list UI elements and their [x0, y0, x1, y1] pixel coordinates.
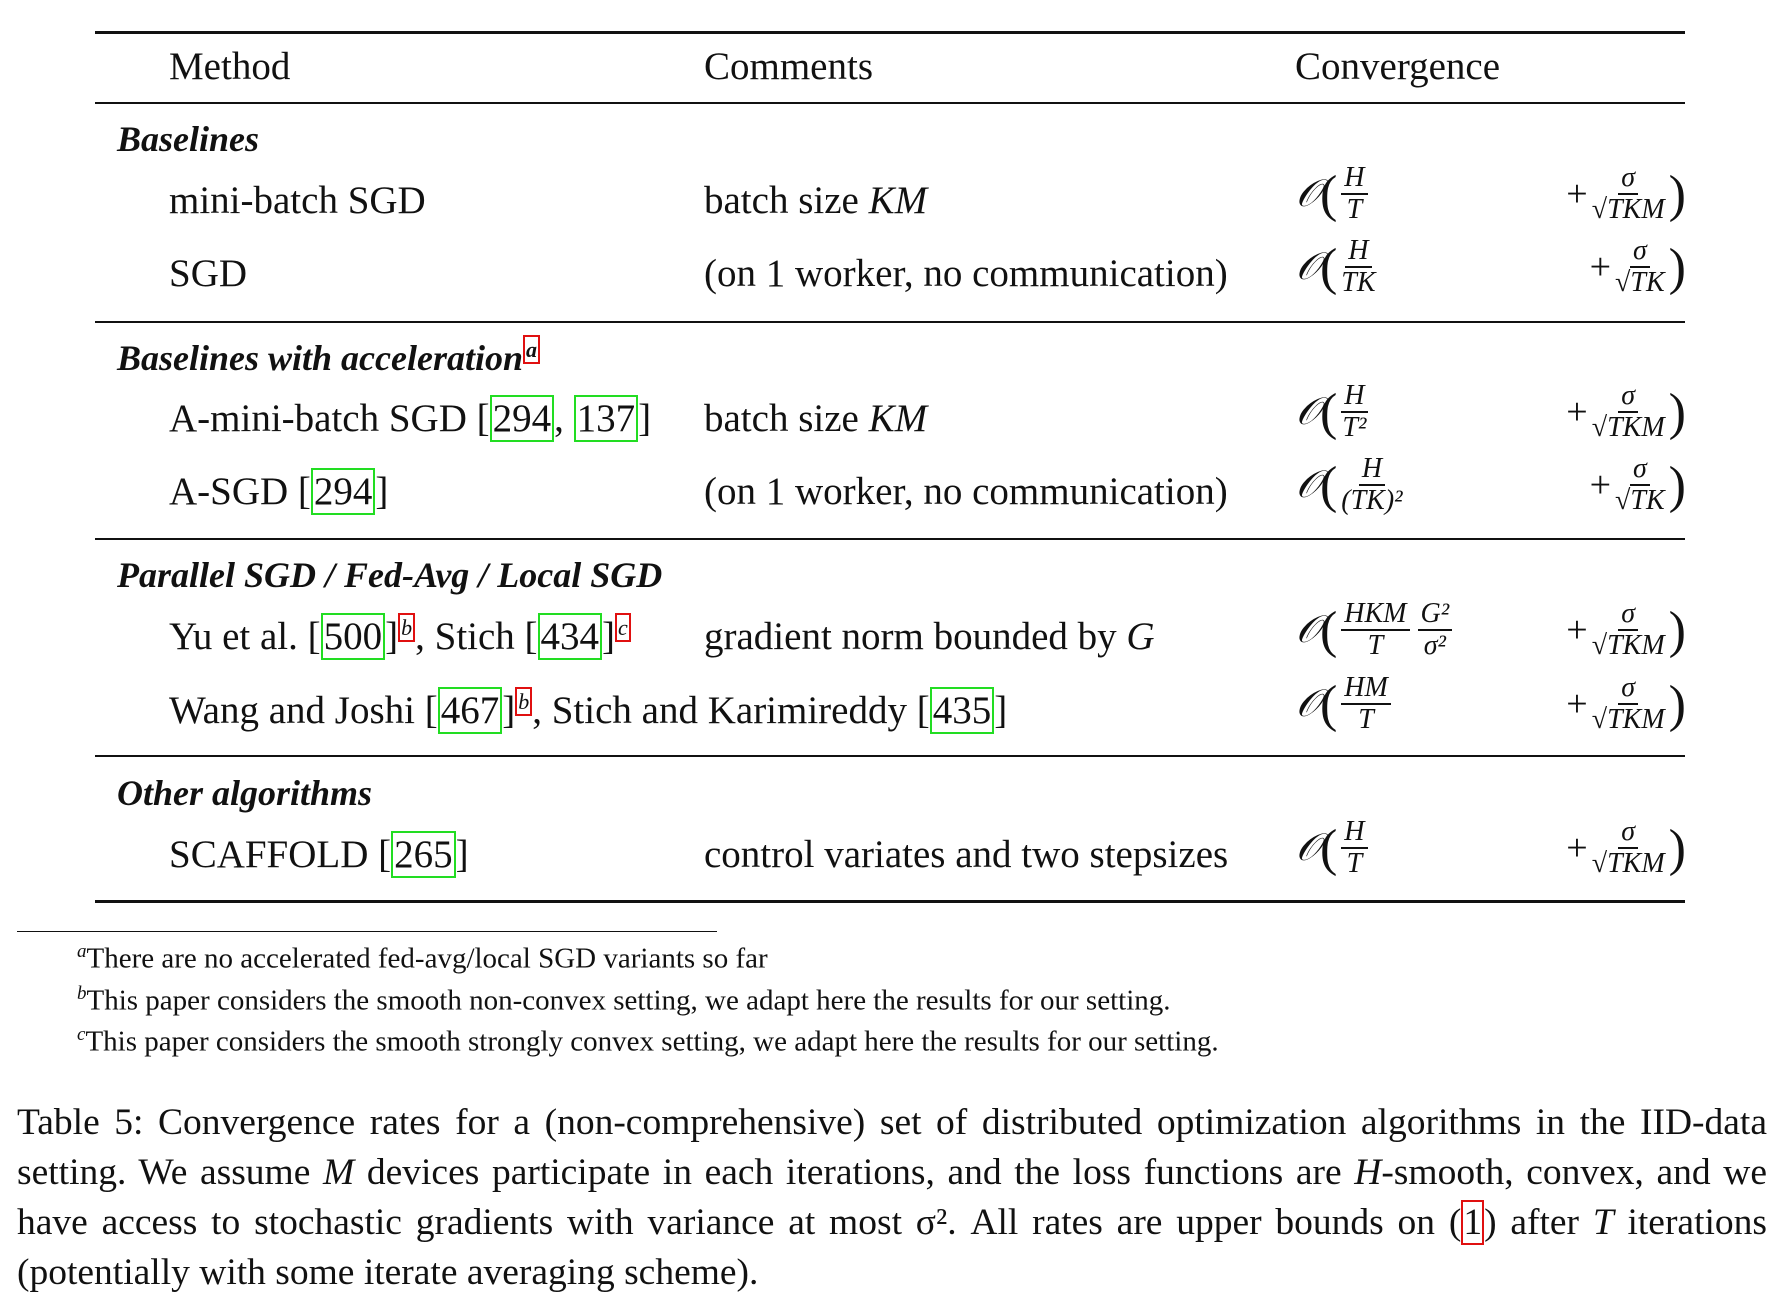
- method-sgd: SGD: [169, 252, 248, 295]
- citation-434[interactable]: 434: [538, 613, 603, 660]
- section-other: Other algorithms: [117, 773, 373, 813]
- comment-batch-size: batch size KM: [704, 179, 928, 222]
- footnote-rule: [17, 931, 717, 932]
- top-rule: [95, 31, 1685, 34]
- citation-435[interactable]: 435: [930, 687, 995, 734]
- method-scaffold: SCAFFOLD [265]: [169, 833, 469, 876]
- citation-294[interactable]: 294: [490, 395, 555, 442]
- footnote-c: $^c$This paper considers the smooth strongly convex setting, we adapt here the results for our setting.: [77, 1024, 1219, 1058]
- comment-one-worker-2: (on 1 worker, no communication): [704, 470, 1228, 513]
- convergence-rate: 𝒪 ( $\frac{\text{HKM}}{T}$ $\frac{\text{G²}}{\text{σ²}}$ + $\frac{\sigma}{\text{√TKM}}$ ): [1296, 598, 1686, 661]
- convergence-rate: 𝒪 ( $\frac{HM}{T}$ + $\frac{\sigma}{\text{√TKM}}$ ): [1296, 672, 1686, 735]
- citation-265[interactable]: 265: [391, 831, 456, 878]
- comment-control-variates: control variates and two stepsizes: [704, 833, 1229, 876]
- section-parallel-sgd: Parallel SGD / Fed-Avg / Local SGD: [117, 555, 663, 595]
- header-convergence: Convergence: [1295, 45, 1501, 88]
- bottom-rule: [95, 900, 1685, 903]
- section-acceleration: Baselines with acceleration $^a$: [117, 337, 540, 379]
- section-baselines: Baselines: [117, 119, 260, 159]
- method-minibatch-sgd: mini-batch SGD: [169, 179, 426, 222]
- citation-137[interactable]: 137: [574, 395, 639, 442]
- convergence-rate: 𝒪 ( $\frac{H}{\text{(TK)²}}$ + $\frac{\sigma}{√TK}$ ): [1296, 453, 1686, 516]
- table-caption: Table 5: Convergence rates for a (non-comprehensive) set of distributed optimization algorithms in the IID-data setting. We assume M devices participate in each iterations, and the loss functions are H-smooth, convex, and we have access to stochastic gradients with variance at most σ². All rates are upper bounds on (1) after T iterations (potentially with some iterate averaging scheme).: [17, 1102, 1768, 1293]
- method-yu-stich: Yu et al. [500] $^b$, Stich [434] $^c$: [169, 614, 631, 659]
- method-wang-joshi: Wang and Joshi [467] $^b$, Stich and Karimireddy [435]: [169, 689, 1008, 732]
- footnote-ref-a[interactable]: a: [523, 335, 540, 364]
- convergence-rate: 𝒪 ( $\frac{H}{\text{T²}}$ + $\frac{\sigma}{\text{√TKM}}$ ): [1296, 380, 1686, 443]
- section-rule: [95, 538, 1685, 540]
- convergence-rate: 𝒪 ( $\frac{H}{TK}$ + $\frac{\sigma}{√TK}$ ): [1296, 235, 1686, 298]
- convergence-rate: 𝒪 ( $\frac{H}{T}$ + $\frac{\sigma}{\text{√TKM}}$ ): [1296, 816, 1686, 879]
- comment-batch-size-2: batch size KM: [704, 397, 928, 440]
- comment-gradient-norm: gradient norm bounded by G: [704, 615, 1155, 658]
- equation-ref-1[interactable]: 1: [1463, 1202, 1483, 1243]
- header-method: Method: [169, 45, 291, 88]
- comment-one-worker: (on 1 worker, no communication): [704, 252, 1228, 295]
- section-rule: [95, 755, 1685, 757]
- header-comments: Comments: [704, 45, 874, 88]
- footnote-ref-b[interactable]: b: [515, 687, 532, 716]
- citation-294[interactable]: 294: [311, 468, 376, 515]
- footnote-ref-b[interactable]: b: [398, 613, 415, 642]
- section-rule: [95, 321, 1685, 323]
- citation-467[interactable]: 467: [438, 687, 503, 734]
- footnote-b: $^b$This paper considers the smooth non-convex setting, we adapt here the results for our setting.: [77, 983, 1171, 1017]
- method-a-minibatch-sgd: A-mini-batch SGD [294, 137]: [169, 397, 652, 440]
- citation-500[interactable]: 500: [321, 613, 386, 660]
- header-rule: [95, 102, 1685, 104]
- footnote-ref-c[interactable]: c: [615, 613, 631, 642]
- convergence-rate: 𝒪 ( $\frac{H}{T}$ + $\frac{\sigma}{\text{√TKM}}$ ): [1296, 162, 1686, 225]
- method-a-sgd: A-SGD [294]: [169, 470, 389, 513]
- footnote-a: $^a$There are no accelerated fed-avg/local SGD variants so far: [77, 941, 768, 975]
